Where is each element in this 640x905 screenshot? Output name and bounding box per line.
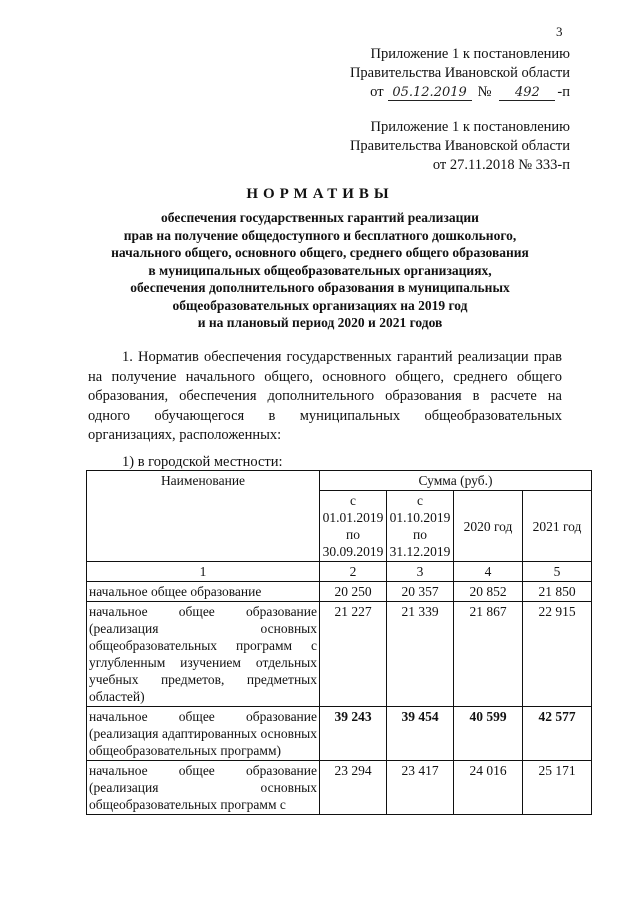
row-name: начальное общее образование (реализация основных общеобразовательных программ с: [87, 761, 320, 815]
table-index-row: [87, 562, 592, 582]
header-period-2: [387, 491, 454, 562]
appendix-prev-line3: от 27.11.2018 № 333-п: [432, 157, 570, 173]
row-value: 22 915: [523, 602, 592, 707]
title-line: общеобразовательных организациях на 2019 год: [172, 297, 468, 313]
table-row: [87, 761, 592, 815]
row-value: 20 357: [387, 582, 454, 602]
table-row: [87, 602, 592, 707]
appendix-prev-line2: Правительства Ивановской области: [349, 138, 570, 154]
paragraph-1: 1. Норматив обеспечения государственных гарантий реализации прав на получение начального общего, основного общего, среднего общего образования, обеспечения дополнительного образования в расчете на одного обучающегося в муниципальных общеобразовательных организациях, расположенных:: [88, 349, 562, 443]
number-suffix: -п: [557, 84, 570, 100]
header-period-2-start: 01.10.2019: [389, 510, 451, 525]
handwritten-date: 05.12.2019: [388, 86, 472, 101]
header-period-2-from: с: [417, 493, 423, 508]
appendix-line2: Правительства Ивановской области: [349, 65, 570, 81]
row-value: 21 867: [454, 602, 523, 707]
header-period-1: [320, 491, 387, 562]
row-value: 20 852: [454, 582, 523, 602]
index-cell: 2: [320, 562, 387, 582]
appendix-current: [350, 45, 570, 102]
row-value: 39 243: [320, 707, 387, 761]
row-value: 24 016: [454, 761, 523, 815]
header-period-2-to: по: [413, 527, 427, 542]
header-period-1-from: с: [350, 493, 356, 508]
index-cell: 4: [454, 562, 523, 582]
title-line: обеспечения дополнительного образования в муниципальных: [130, 280, 510, 295]
title-line: обеспечения государственных гарантий реализации: [161, 210, 479, 225]
row-value: 23 417: [387, 761, 454, 815]
table-header-row: [87, 471, 592, 491]
table-row: [87, 582, 592, 602]
header-period-1-end: 30.09.2019: [322, 544, 384, 559]
title-line: прав на получение общедоступного и бесплатного дошкольного,: [123, 227, 517, 243]
row-value: 25 171: [523, 761, 592, 815]
appendix-prev-line1: Приложение 1 к постановлению: [370, 119, 570, 135]
row-name: начальное общее образование: [87, 582, 320, 602]
page-number: 3: [556, 24, 563, 39]
appendix-previous: [350, 118, 570, 175]
title-line: и на плановый период 2020 и 2021 годов: [197, 315, 443, 330]
row-value: 21 339: [387, 602, 454, 707]
appendix-line1: Приложение 1 к постановлению: [370, 46, 570, 62]
table-row: [87, 707, 592, 761]
row-value: 21 850: [523, 582, 592, 602]
title-main: НОРМАТИВЫ: [246, 186, 394, 202]
row-value: 40 599: [454, 707, 523, 761]
title-line: начального общего, основного общего, среднего общего образования: [111, 245, 529, 260]
norms-table: [86, 470, 592, 815]
row-value: 20 250: [320, 582, 387, 602]
header-period-2-end: 31.12.2019: [389, 544, 451, 559]
row-name: начальное общее образование (реализация адаптированных основных общеобразовательных программ): [87, 707, 320, 761]
row-value: 39 454: [387, 707, 454, 761]
index-cell: 3: [387, 562, 454, 582]
header-name: Наименование: [87, 471, 320, 562]
header-period-1-start: 01.01.2019: [322, 510, 384, 525]
header-year-2020: 2020 год: [454, 491, 523, 562]
handwritten-number: 492: [499, 86, 555, 101]
subheading-urban: 1) в городской местности:: [122, 454, 283, 470]
index-cell: 5: [523, 562, 592, 582]
row-value: 23 294: [320, 761, 387, 815]
document-title: [60, 186, 580, 332]
header-period-1-to: по: [346, 527, 360, 542]
number-sign: №: [477, 84, 492, 100]
appendix-date-line: [350, 83, 570, 102]
header-year-2021: 2021 год: [523, 491, 592, 562]
title-line: в муниципальных общеобразовательных организациях,: [148, 262, 492, 278]
index-cell: 1: [87, 562, 320, 582]
row-value: 21 227: [320, 602, 387, 707]
date-prefix: от: [370, 84, 384, 100]
row-value: 42 577: [523, 707, 592, 761]
header-sum: Сумма (руб.): [320, 471, 592, 491]
row-name: начальное общее образование (реализация основных общеобразовательных программ с углубленным изучением отдельных учебных предметов, предметных областей): [87, 602, 320, 707]
